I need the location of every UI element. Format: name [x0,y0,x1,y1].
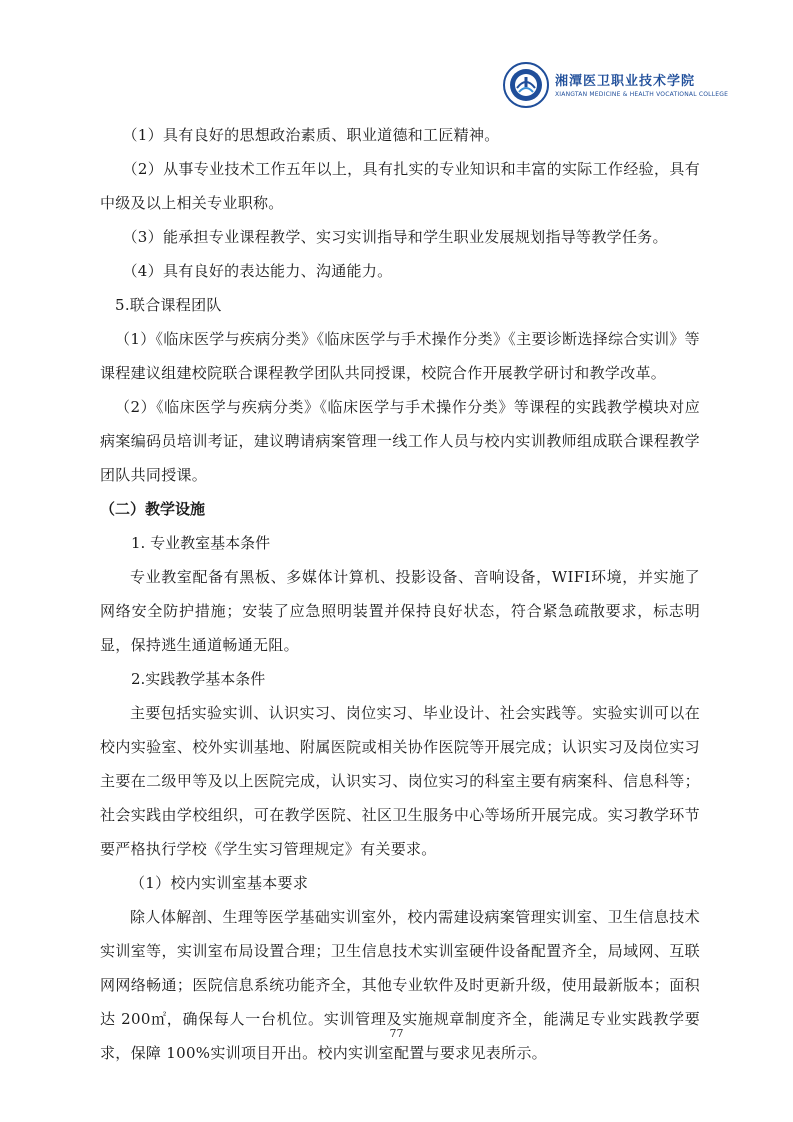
lab-heading: （1）校内实训室基本要求 [130,874,309,892]
classroom-text: 专业教室配备有黑板、多媒体计算机、投影设备、音响设备，WIFI环境，并实施了网络安全防护措施；安装了应急照明装置并保持良好状态，符合紧急疏散要求，标志明显，保持逃生通道畅通无阻。 [100,568,700,654]
team-heading: 5.联合课程团队 [115,296,222,314]
practice-text: 主要包括实验实训、认识实习、岗位实习、毕业设计、社会实践等。实验实训可以在校内实验室、校外实训基地、附属医院或相关协作医院等开展完成；认识实习及岗位实习主要在二级甲等及以上医院完成，认识实习、岗位实习的科室主要有病案科、信息科等；社会实践由学校组织，可在教学医院、社区卫生服务中心等场所开展完成。实习教学环节要严格执行学校《学生实习管理规定》有关要求。 [100,704,700,858]
college-name-english: XIANGTAN MEDICINE & HEALTH VOCATIONAL COLLEGE [555,91,729,98]
classroom-heading: 1. 专业教室基本条件 [131,534,271,552]
page-number: 77 [389,1027,404,1040]
lab-text: 除人体解剖、生理等医学基础实训室外，校内需建设病案管理实训室、卫生信息技术实训室等，实训室布局设置合理；卫生信息技术实训室硬件设备配置齐全，局域网、互联网网络畅通；医院信息系统功能齐全，其他专业软件及时更新升级，使用最新版本；面积达 200㎡，确保每人一台机位。实训管理及实施规章制度齐全，能满足专业实践教学要求，保障 100%实训项目开出。校内实训室配置与要求见表所示。 [100,908,700,1062]
requirement-1: （1）具有良好的思想政治素质、职业道德和工匠精神。 [122,126,500,144]
section-heading: （二）教学设施 [100,500,206,518]
practice-heading: 2.实践教学基本条件 [131,670,266,688]
requirement-3: （3）能承担专业课程教学、实习实训指导和学生职业发展规划指导等教学任务。 [122,228,668,246]
team-item-1: （1）《临床医学与疾病分类》《临床医学与手术操作分类》《主要诊断选择综合实训》等课程建议组建校院联合课程教学团队共同授课，校院合作开展教学研讨和教学改革。 [100,330,700,382]
document-body [100,118,700,1070]
college-seal-icon [503,62,549,108]
requirement-4: （4）具有良好的表达能力、沟通能力。 [122,262,393,280]
team-item-2: （2）《临床医学与疾病分类》《临床医学与手术操作分类》等课程的实践教学模块对应病案编码员培训考证，建议聘请病案管理一线工作人员与校内实训教师组成联合课程教学团队共同授课。 [100,398,700,484]
requirement-2: （2）从事专业技术工作五年以上，具有扎实的专业知识和丰富的实际工作经验，具有中级及以上相关专业职称。 [100,160,700,212]
college-logo-header [503,62,729,112]
college-name: 湘潭医卫职业技术学院 [555,74,696,89]
